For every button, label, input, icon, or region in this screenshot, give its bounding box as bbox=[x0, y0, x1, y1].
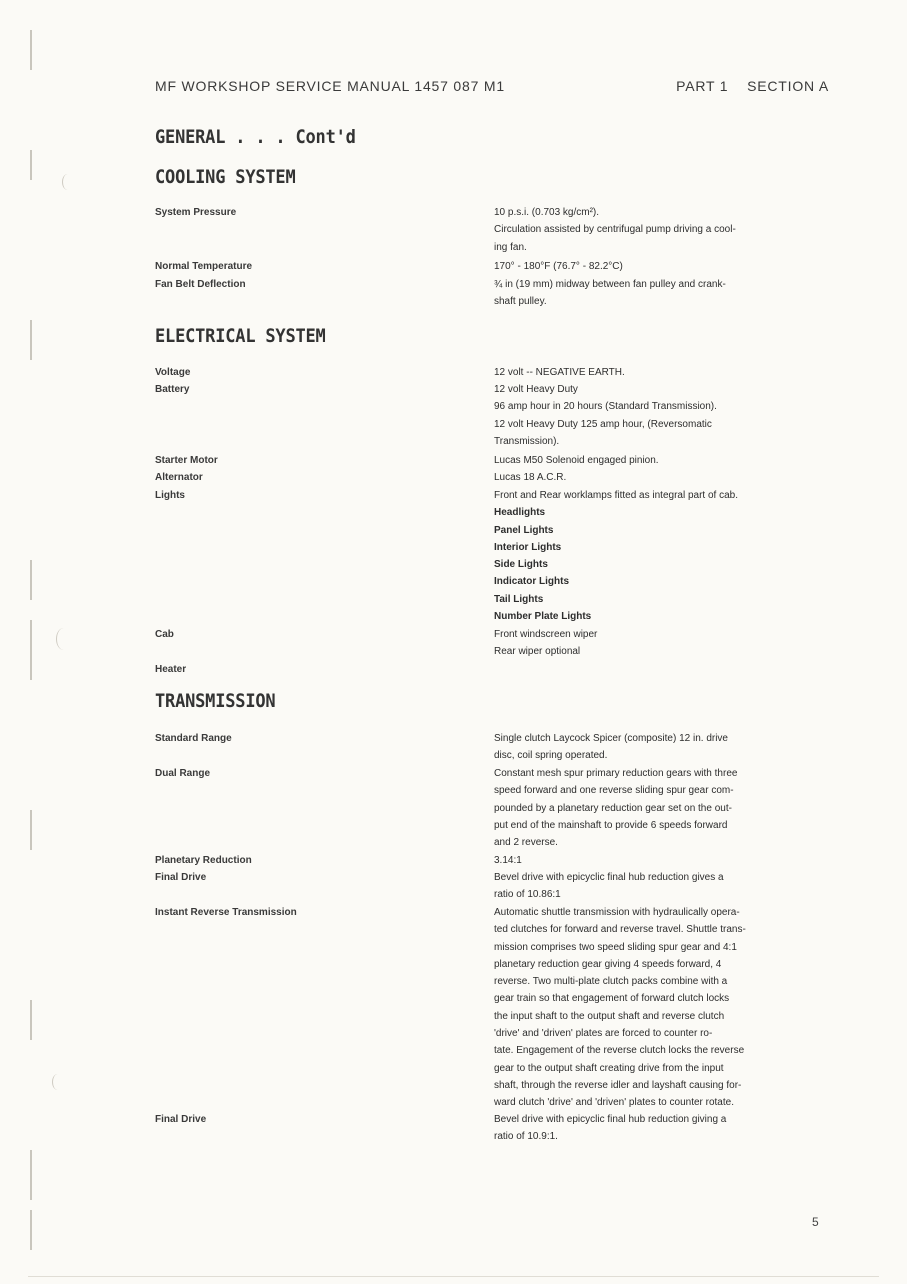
binding-mark bbox=[30, 1000, 32, 1040]
spec-label: Heater bbox=[155, 664, 187, 675]
paper-smudge bbox=[62, 174, 73, 190]
spec-label: Dual Range bbox=[155, 768, 211, 779]
section-label: SECTION A bbox=[747, 78, 829, 94]
transmission-heading: TRANSMISSION bbox=[155, 690, 276, 713]
spec-label: Lights bbox=[155, 490, 185, 501]
paper-smudge bbox=[56, 628, 71, 650]
spec-label: Instant Reverse Transmission bbox=[155, 907, 297, 918]
spec-label: Fan Belt Deflection bbox=[155, 279, 246, 290]
spec-value: ¾ in (19 mm) midway between fan pulley and crank- shaft pulley. bbox=[494, 279, 726, 308]
spec-label: Final Drive bbox=[155, 1114, 207, 1125]
spec-label: Standard Range bbox=[155, 733, 232, 744]
spec-value: Single clutch Laycock Spicer (composite) 12 in. drive disc, coil spring operated. bbox=[494, 733, 728, 762]
spec-value: Front and Rear worklamps fitted as integral part of cab. Headlights Panel Lights Interior Lights Side Lights Indicator Lights Tail Lights Number Plate Lights bbox=[494, 490, 739, 623]
binding-mark bbox=[30, 620, 32, 680]
cooling-system-heading: COOLING SYSTEM bbox=[155, 166, 296, 189]
spec-label: Battery bbox=[155, 384, 190, 395]
spec-value: Automatic shuttle transmission with hydraulically opera- ted clutches for forward and reverse travel. Shuttle trans- mission comprises two speed sliding spur gear and 4:1 planetary reduction gear giving 4 speeds forward, 4 reverse. Two multi-plate clutch packs combine with a gear train so that engagement of forward clutch locks the input shaft to the output shaft and reverse clutch 'drive' and 'driven' plates are forced to counter ro- tate. Engagement of the reverse clutch locks the reverse gear to the output shaft creating drive from the input shaft, through the reverse idler and layshaft causing for- ward clutch 'drive' and 'driven' plates to counter rotate. bbox=[494, 907, 746, 1109]
binding-mark bbox=[30, 560, 32, 600]
part-label: PART 1 bbox=[676, 78, 729, 94]
manual-title: MF WORKSHOP SERVICE MANUAL 1457 087 M1 bbox=[155, 78, 505, 94]
section-reference bbox=[662, 78, 829, 94]
spec-label: Final Drive bbox=[155, 872, 207, 883]
spec-label: Voltage bbox=[155, 367, 191, 378]
spec-label: Planetary Reduction bbox=[155, 855, 252, 866]
binding-mark bbox=[30, 30, 32, 70]
spec-value: Bevel drive with epicyclic final hub reduction gives a ratio of 10.86:1 bbox=[494, 872, 724, 901]
general-heading: GENERAL . . . Cont'd bbox=[155, 126, 356, 149]
binding-mark bbox=[30, 150, 32, 180]
page-header bbox=[155, 78, 829, 98]
spec-value: 170° - 180°F (76.7° - 82.2°C) bbox=[494, 261, 623, 272]
spec-value: Bevel drive with epicyclic final hub reduction giving a ratio of 10.9:1. bbox=[494, 1114, 727, 1143]
spec-label: Starter Motor bbox=[155, 455, 218, 466]
paper-smudge bbox=[52, 1074, 63, 1090]
binding-mark bbox=[30, 1210, 32, 1250]
spec-label: Cab bbox=[155, 629, 174, 640]
electrical-system-heading: ELECTRICAL SYSTEM bbox=[155, 325, 326, 348]
spec-label: System Pressure bbox=[155, 207, 237, 218]
binding-mark bbox=[30, 320, 32, 360]
spec-value: Lucas 18 A.C.R. bbox=[494, 472, 567, 483]
page-edge bbox=[28, 1276, 879, 1277]
spec-value: 12 volt Heavy Duty 96 amp hour in 20 hours (Standard Transmission). 12 volt Heavy Duty 125 amp hour, (Reversomatic Transmission). bbox=[494, 384, 717, 447]
spec-label: Normal Temperature bbox=[155, 261, 253, 272]
spec-label: Alternator bbox=[155, 472, 203, 483]
spec-value: 12 volt -- NEGATIVE EARTH. bbox=[494, 367, 625, 378]
spec-value: Front windscreen wiper Rear wiper optional bbox=[494, 629, 598, 658]
spec-value: Constant mesh spur primary reduction gears with three speed forward and one reverse sliding spur gear com- pounded by a planetary reduction gear set on the out- put end of the mainshaft to provide 6 speeds forward and 2 reverse. bbox=[494, 768, 738, 849]
binding-mark bbox=[30, 1150, 32, 1200]
page-number: 5 bbox=[812, 1215, 819, 1229]
spec-value: 10 p.s.i. (0.703 kg/cm²). Circulation assisted by centrifugal pump driving a cool- ing fan. bbox=[494, 207, 736, 253]
binding-mark bbox=[30, 810, 32, 850]
spec-value: Lucas M50 Solenoid engaged pinion. bbox=[494, 455, 659, 466]
spec-value: 3.14:1 bbox=[494, 855, 522, 866]
